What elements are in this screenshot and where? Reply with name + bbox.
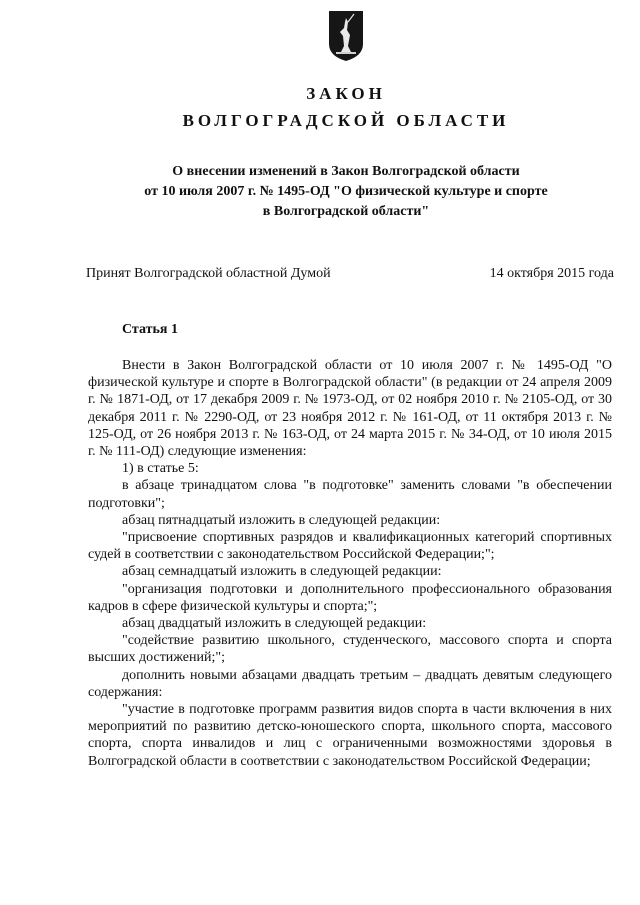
article-body: [88, 357, 612, 770]
paragraph: "содействие развитию школьного, студенческого, массового спорта и спорта высших достижений;";: [88, 633, 612, 666]
paragraph: дополнить новыми абзацами двадцать третьим – двадцать девятым следующего содержания:: [88, 667, 612, 700]
subtitle-line: в Волгоградской области": [262, 204, 430, 219]
paragraph: "участие в подготовке программ развития видов спорта в части включения в них мероприятий по развитию детско-юношеского спорта, школьного спорта, массового спорта, спорта инвалидов и лиц с ограниченными возможностями здоровья в Волгоградской области в соответствии с законодательством Российской Федерации;: [88, 702, 612, 769]
paragraph: абзац двадцатый изложить в следующей редакции:: [122, 616, 427, 632]
paragraph: абзац семнадцатый изложить в следующей редакции:: [122, 564, 442, 580]
paragraph: "присвоение спортивных разрядов и квалификационных категорий спортивных судей в соответствии с законодательством Российской Федерации;";: [88, 530, 612, 563]
coat-of-arms-icon: [328, 10, 364, 62]
paragraph: абзац пятнадцатый изложить в следующей редакции:: [122, 512, 441, 528]
region-title: ВОЛГОГРАДСКОЙ ОБЛАСТИ: [182, 111, 510, 130]
coat-of-arms-emblem: [328, 10, 364, 62]
paragraph: "организация подготовки и дополнительного профессионального образования кадров в сфере физической культуры и спорта;";: [88, 581, 612, 614]
adoption-date: 14 октября 2015 года: [489, 266, 614, 281]
article-heading: Статья 1: [122, 322, 178, 337]
subtitle-line: от 10 июля 2007 г. № 1495-ОД "О физической культуре и спорте: [144, 184, 548, 199]
law-subtitle: [120, 162, 572, 222]
subtitle-line: О внесении изменений в Закон Волгоградской области: [172, 164, 520, 179]
adopting-body: Принят Волгоградской областной Думой: [86, 266, 331, 281]
paragraph: 1) в статье 5:: [122, 461, 199, 477]
document-type-title: ЗАКОН: [306, 84, 386, 103]
paragraph: Внести в Закон Волгоградской области от 10 июля 2007 г. № 1495-ОД "О физической культуре и спорте в Волгоградской области" (в редакции от 24 апреля 2009 г. № 1871-ОД, от 17 декабря 2009 г. № 1973-ОД, от 02 ноября 2010 г. № 2105-ОД, от 30 декабря 2011 г. № 2290-ОД, от 23 ноября 2012 г. № 161-ОД, от 11 октября 2013 г. № 125-ОД, от 26 ноября 2013 г. № 163-ОД, от 24 марта 2015 г. № 34-ОД, от 10 июля 2015 г. № 111-ОД) следующие изменения:: [88, 358, 612, 460]
paragraph: в абзаце тринадцатом слова "в подготовке" заменить словами "в обеспечении подготовки";: [88, 478, 612, 511]
